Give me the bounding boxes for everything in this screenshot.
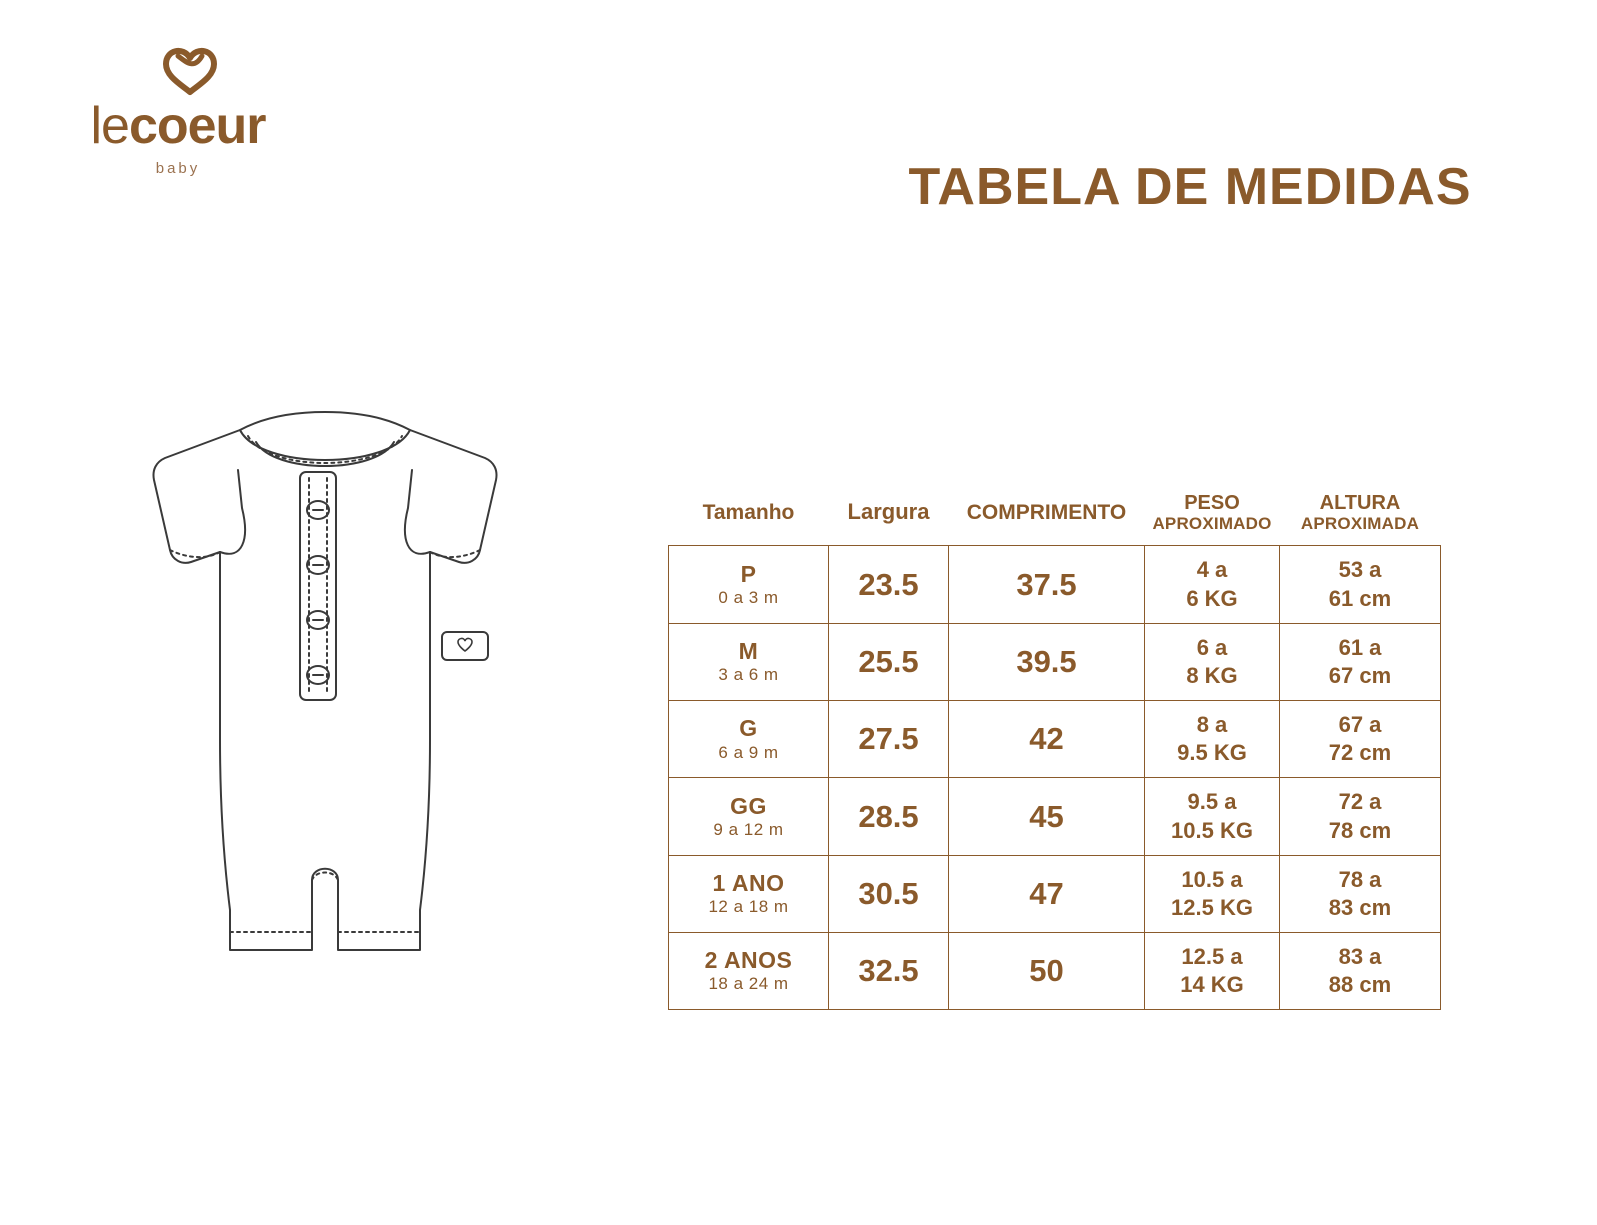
- cell-comprimento: 47: [949, 855, 1145, 932]
- cell-size: [669, 855, 829, 932]
- header-altura: [1280, 482, 1441, 546]
- size-age: 6 a 9 m: [718, 742, 779, 762]
- size-table: [668, 482, 1441, 1010]
- baby-romper-illustration: [90, 410, 560, 990]
- header-peso-main: PESO: [1184, 492, 1240, 514]
- header-peso-sub: APROXIMADO: [1152, 514, 1272, 534]
- table-row: [669, 778, 1441, 855]
- size-label: M: [738, 637, 759, 664]
- size-age: 0 a 3 m: [718, 587, 779, 607]
- size-age: 12 a 18 m: [708, 897, 789, 917]
- cell-peso: 8 a 9.5 KG: [1145, 701, 1280, 778]
- cell-peso: 6 a 8 KG: [1145, 623, 1280, 700]
- cell-largura: 32.5: [829, 932, 949, 1009]
- brand-name-bold: coeur: [128, 97, 266, 155]
- cell-size: [669, 623, 829, 700]
- cell-size: [669, 546, 829, 623]
- brand-subtitle: baby: [155, 160, 201, 177]
- cell-largura: 23.5: [829, 546, 949, 623]
- cell-comprimento: 45: [949, 778, 1145, 855]
- cell-altura: 78 a 83 cm: [1280, 855, 1441, 932]
- cell-largura: 27.5: [829, 701, 949, 778]
- table-row: [669, 623, 1441, 700]
- cell-comprimento: 39.5: [949, 623, 1145, 700]
- size-table-wrapper: [668, 482, 1440, 1010]
- cell-largura: 25.5: [829, 623, 949, 700]
- header-tamanho: Tamanho: [669, 482, 829, 546]
- cell-largura: 30.5: [829, 855, 949, 932]
- cell-altura: 72 a 78 cm: [1280, 778, 1441, 855]
- cell-altura: 61 a 67 cm: [1280, 623, 1441, 700]
- size-age: 18 a 24 m: [708, 974, 789, 994]
- table-body: [669, 546, 1441, 1010]
- size-age: 3 a 6 m: [718, 665, 779, 685]
- cell-comprimento: 42: [949, 701, 1145, 778]
- header-altura-main: ALTURA: [1319, 492, 1401, 514]
- page-title: TABELA DE MEDIDAS: [908, 158, 1472, 216]
- size-age: 9 a 12 m: [713, 819, 784, 839]
- cell-altura: 53 a 61 cm: [1280, 546, 1441, 623]
- size-label: 1 ANO: [712, 869, 785, 896]
- cell-size: [669, 932, 829, 1009]
- cell-size: [669, 701, 829, 778]
- cell-peso: 9.5 a 10.5 KG: [1145, 778, 1280, 855]
- header-peso: [1145, 482, 1280, 546]
- cell-peso: 4 a 6 KG: [1145, 546, 1280, 623]
- cell-peso: 12.5 a 14 KG: [1145, 932, 1280, 1009]
- heart-knot-icon: [156, 42, 228, 100]
- header-largura: Largura: [829, 482, 949, 546]
- brand-name-light: le: [90, 97, 129, 155]
- size-label: G: [739, 715, 758, 742]
- table-row: [669, 701, 1441, 778]
- brand-wordmark: [48, 97, 308, 155]
- header-comprimento: COMPRIMENTO: [949, 482, 1145, 546]
- size-label: GG: [730, 792, 767, 819]
- header-altura-sub: APROXIMADA: [1300, 514, 1420, 534]
- cell-comprimento: 37.5: [949, 546, 1145, 623]
- table-header-row: [669, 482, 1441, 546]
- cell-comprimento: 50: [949, 932, 1145, 1009]
- cell-altura: 67 a 72 cm: [1280, 701, 1441, 778]
- brand-logo: [48, 42, 308, 182]
- size-label: P: [740, 560, 757, 587]
- cell-size: [669, 778, 829, 855]
- size-label: 2 ANOS: [704, 947, 793, 974]
- cell-peso: 10.5 a 12.5 KG: [1145, 855, 1280, 932]
- table-row: [669, 932, 1441, 1009]
- table-row: [669, 546, 1441, 623]
- cell-altura: 83 a 88 cm: [1280, 932, 1441, 1009]
- table-row: [669, 855, 1441, 932]
- cell-largura: 28.5: [829, 778, 949, 855]
- heart-tag-icon: [442, 632, 488, 660]
